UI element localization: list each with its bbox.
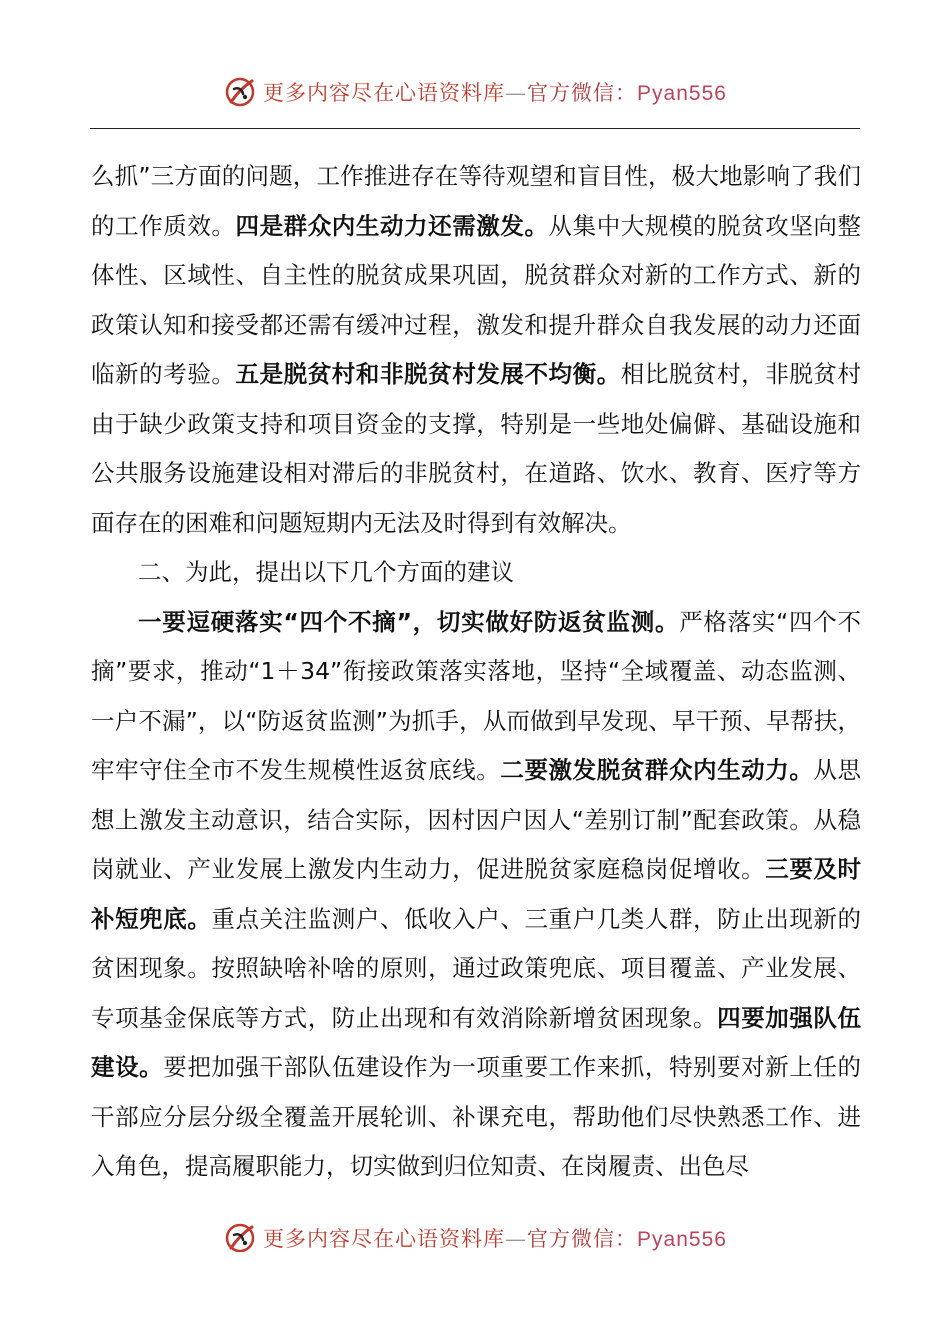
p1-bold-1: 四是群众内生动力还需激发。 (235, 211, 549, 240)
header-separator: — (505, 81, 528, 105)
p3-bold-3: 三要及时补短兜底。 (91, 855, 862, 933)
p3-text-1: 严格落实“四个不摘”要求，推动“1＋34”衔接政策落实落地，坚持“全域覆盖、动态监测、一户不漏”，以“防返贫监测”为抓手，从而做到早发现、早干预、早帮扶，牢牢守住全市不发生规模性返贫底线。 (91, 607, 861, 784)
footer-contact-handle: Pyan556 (637, 1228, 727, 1251)
p3-bold-1: 一要逗硬落实“四个不摘”，切实做好防返贫监测。 (138, 607, 680, 636)
p3-text-2: 从思想上激发主动意识，结合实际，因村因户因人“差别订制”配套政策。从稳岗就业、产业发展上激发内生动力，促进脱贫家庭稳岗促增收。 (91, 756, 862, 883)
footer-lead: 更多内容尽在心语资料库 (263, 1227, 506, 1251)
p1-text-2: 从集中大规模的脱贫攻坚向整体性、区域性、自主性的脱贫成果巩固，脱贫群众对新的工作方式、新的政策认知和接受都还需有缓冲过程，激发和提升群众自我发展的动力还面临新的考验。 (91, 211, 862, 388)
p1-bold-2: 五是脱贫村和非脱贫村发展不均衡。 (235, 360, 621, 388)
paragraph-recommendations (91, 598, 861, 1192)
p3-bold-4: 四要加强队伍建设。 (91, 1003, 862, 1081)
footer-contact-label: 官方微信： (527, 1227, 638, 1251)
section-heading: 二、为此，提出以下几个方面的建议 (138, 558, 514, 586)
p3-text-4: 要把加强干部队伍建设作为一项重要工作来抓，特别要对新上任的干部应分层分级全覆盖开展轮训、补课充电，帮助他们尽快熟悉工作、进入角色，提高履职能力，切实做到归位知责、在岗履责、出色尽 (91, 1053, 862, 1180)
header-banner (0, 72, 950, 112)
document-body (91, 152, 861, 1192)
p3-bold-2: 二要激发脱贫群众内生动力。 (500, 756, 814, 784)
brand-logo-icon (223, 1221, 257, 1255)
p1-text-3: 相比脱贫村，非脱贫村由于缺少政策支持和项目资金的支撑，特别是一些地处偏僻、基础设施和公共服务设施建设相对滞后的非脱贫村，在道路、饮水、教育、医疗等方面存在的困难和问题短期内无法及时得到有效解决。 (91, 360, 862, 537)
footer-separator: — (505, 1227, 528, 1251)
p3-text-3: 重点关注监测户、低收入户、三重户几类人群，防止出现新的贫困现象。按照缺啥补啥的原则，通过政策兜底、项目覆盖、产业发展、专项基金保底等方式，防止出现和有效消除新增贫困现象。 (91, 904, 862, 1032)
header-contact-label: 官方微信： (527, 81, 638, 105)
p1-text-1: 么抓”三方面的问题，工作推进存在等待观望和盲目性，极大地影响了我们的工作质效。 (91, 162, 861, 240)
header-banner-text (263, 77, 727, 107)
footer-banner-text (263, 1223, 727, 1253)
header-lead: 更多内容尽在心语资料库 (263, 81, 506, 105)
brand-logo-icon (223, 75, 257, 109)
footer-banner (0, 1218, 950, 1258)
header-divider (90, 128, 860, 129)
paragraph-continuation (91, 152, 861, 548)
header-contact-handle: Pyan556 (637, 82, 727, 105)
